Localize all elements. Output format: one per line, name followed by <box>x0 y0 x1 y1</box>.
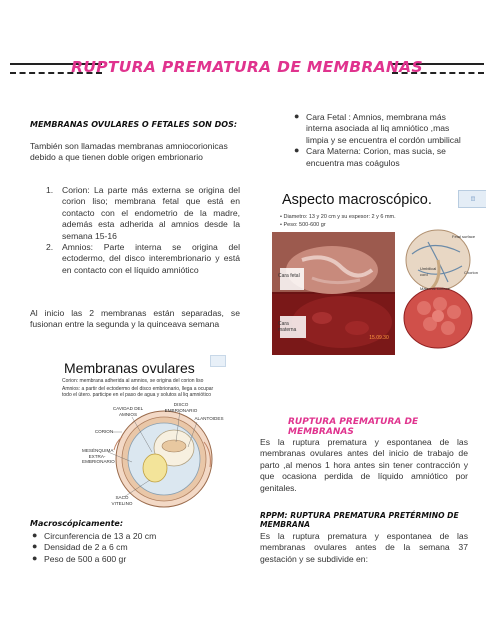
ovular-membrane-diagram <box>52 352 228 512</box>
figure-caption-2: Amnios: a partir del ectodermo del disco embrionario, llega a ocupar todo el útero. participe en el paso de agua y solutos al liq amniótico <box>62 386 214 398</box>
aspecto-macroscopico-figure <box>272 190 486 355</box>
list-item-text: Amnios: Parte interna se origina del ectodermo, del disco interembrionario y está en contacto con el líquido amniótico <box>62 242 240 275</box>
figure-caption-1: Corion: membrana adherida al amnios, se origina del corion liso <box>62 378 204 384</box>
figure-item-1: • Diametro: 13 y 20 cm y su espesor: 2 y 6 mm. <box>280 214 396 220</box>
intro-text: También son llamadas membranas amniocorionicas debido a que tienen doble origen embrionario <box>30 141 228 163</box>
label-cavidad: CAVIDAD DEL AMNIOS <box>112 406 144 417</box>
list-item-text: Corion: La parte más externa se origina del corion liso; membrana fetal que está en contacto con el endometrio de la madre, además esta adherida al amnios desde la semana 15-16 <box>62 185 240 241</box>
label-corion: CORION <box>94 429 114 434</box>
membrane-list <box>44 185 240 276</box>
rpm-definition: Es la ruptura prematura y espontanea de las membranas ovulares antes del inicio de trabajo de parto ,al menos 1 hora antes sin tener contracción y que ocasiona perdida de líquido amniótico por genitales. <box>260 437 468 493</box>
left-heading: MEMBRANAS OVULARES O FETALES SON DOS: <box>30 120 238 129</box>
label-alantoides: ALANTOIDES <box>194 416 224 421</box>
face-list <box>292 112 470 169</box>
list-item: 1. Corion: La parte más externa se origina del corion liso; membrana fetal que está en contacto con el endometrio de la madre, además esta adherida al amnios desde la semana 15-16 <box>46 185 240 241</box>
label-fetal-surface: Fetal surface <box>452 234 476 239</box>
figure-title: Membranas ovulares <box>64 360 195 376</box>
list-item: ● Peso de 500 a 600 gr <box>32 552 127 564</box>
figure-item-2: • Peso: 500-600 gr <box>280 222 326 228</box>
label-cara-materna: Cara materna <box>278 321 297 333</box>
membranas-ovulares-figure <box>52 352 228 512</box>
list-item: ● Densidad de 2 a 6 cm <box>32 541 128 553</box>
label-mesenquima: MESÉNQUIMA EXTRA-EMBRIONARIO <box>82 448 115 464</box>
label-saco: SACO VITELINO <box>111 495 133 506</box>
figure-thumb-icon: ◫ <box>458 190 486 208</box>
fusion-paragraph: Al inicio las 2 membranas están separadas, se fusionan entre la segunda y la quinceava semana <box>30 308 240 330</box>
figure-title: Aspecto macroscópico. <box>282 192 432 208</box>
rppm-definition: Es la ruptura prematura y espontanea de las membranas ovulares antes de la semana 37 gestación y se subdivide en: <box>260 531 468 564</box>
label-cara-fetal: Cara fetal <box>278 273 300 279</box>
macro-heading: Macroscópicamente: <box>30 519 124 528</box>
list-item: 2. Amnios: Parte interna se origina del ectodermo, del disco interembrionario y está en contacto con el líquido amniótico <box>46 242 240 275</box>
label-umbilical-cord: Umbilical cord <box>420 266 437 277</box>
label-disco: DISCO EMBRIONARIO <box>164 402 198 413</box>
rpm-heading: RUPTURA PREMATURA DE MEMBRANAS <box>288 417 419 437</box>
rppm-heading: RPPM: RUPTURA PREMATURA PRETÉRMINO DE MEMBRANA <box>260 511 459 529</box>
label-maternal-surface: Maternal surface <box>420 286 450 291</box>
list-item: ● Cara Fetal : Amnios, membrana más interna asociada al liq amniótico ,mas limpia y se encuentra el cordón umbilical <box>294 111 461 145</box>
list-item: ● Circunferencia de 13 a 20 cm <box>32 530 157 541</box>
photo-date-stamp: 15.09.30 <box>369 335 389 341</box>
label-chorion: Chorion <box>464 270 479 275</box>
macro-list <box>30 531 240 565</box>
title-row <box>0 52 494 88</box>
list-item: ● Cara Materna: Corion, mas sucia, se encuentra mas coágulos <box>294 145 446 168</box>
page-title: RUPTURA PREMATURA DE MEMBRANAS <box>71 58 423 76</box>
